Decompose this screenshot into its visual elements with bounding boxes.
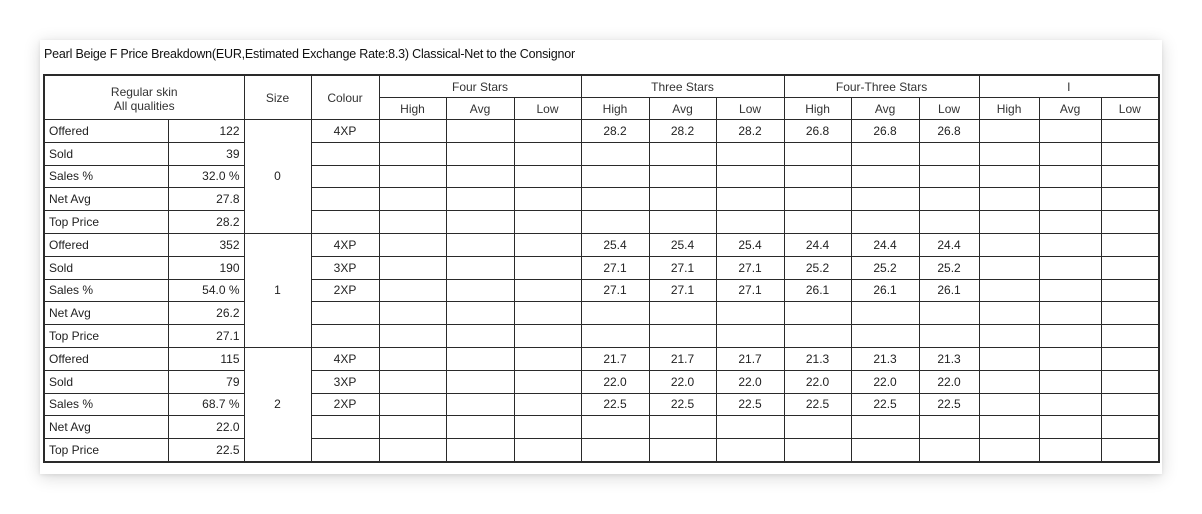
price-cell	[446, 279, 514, 302]
price-cell: 25.4	[581, 233, 649, 256]
price-cell	[919, 165, 979, 188]
price-cell: 27.1	[716, 256, 784, 279]
price-cell	[1039, 302, 1101, 325]
price-cell	[514, 347, 581, 370]
price-cell	[1039, 165, 1101, 188]
sub-header-high: High	[379, 98, 446, 120]
price-cell	[979, 370, 1039, 393]
price-cell	[446, 256, 514, 279]
colour-cell	[311, 165, 379, 188]
price-cell: 22.0	[851, 370, 919, 393]
price-cell: 21.3	[919, 347, 979, 370]
price-cell: 28.2	[716, 120, 784, 143]
table-row	[44, 439, 1159, 462]
table-header	[44, 75, 1159, 120]
metric-label: Sales %	[44, 165, 168, 188]
price-cell	[1101, 233, 1159, 256]
sub-header-low: Low	[919, 98, 979, 120]
table-body	[44, 120, 1159, 462]
table-row	[44, 347, 1159, 370]
price-cell	[379, 370, 446, 393]
table-row	[44, 120, 1159, 143]
colour-cell	[311, 188, 379, 211]
metric-label: Top Price	[44, 211, 168, 234]
price-cell	[919, 211, 979, 234]
price-cell	[649, 325, 716, 348]
metric-value: 115	[168, 347, 244, 370]
table-row	[44, 393, 1159, 416]
price-cell: 24.4	[919, 233, 979, 256]
price-cell	[851, 165, 919, 188]
sub-header-avg: Avg	[1039, 98, 1101, 120]
price-cell	[379, 347, 446, 370]
metric-label: Sales %	[44, 279, 168, 302]
price-cell	[784, 188, 851, 211]
price-cell	[514, 233, 581, 256]
metric-label: Sold	[44, 256, 168, 279]
price-cell	[979, 325, 1039, 348]
table-row	[44, 165, 1159, 188]
price-cell	[581, 165, 649, 188]
price-cell	[514, 416, 581, 439]
price-cell	[446, 120, 514, 143]
price-cell	[919, 142, 979, 165]
price-cell	[1101, 370, 1159, 393]
metric-label: Offered	[44, 347, 168, 370]
sub-header-low: Low	[716, 98, 784, 120]
price-cell	[919, 439, 979, 462]
metric-value: 352	[168, 233, 244, 256]
metric-label: Offered	[44, 233, 168, 256]
colour-cell	[311, 211, 379, 234]
price-cell	[446, 302, 514, 325]
price-cell	[379, 325, 446, 348]
price-cell	[851, 302, 919, 325]
price-cell	[1039, 188, 1101, 211]
price-cell	[784, 416, 851, 439]
table-row	[44, 211, 1159, 234]
metric-label: Net Avg	[44, 302, 168, 325]
table-row	[44, 370, 1159, 393]
price-cell	[514, 279, 581, 302]
colour-cell: 3XP	[311, 370, 379, 393]
metric-value: 39	[168, 142, 244, 165]
price-cell	[1101, 302, 1159, 325]
price-cell	[379, 165, 446, 188]
sub-header-low: Low	[514, 98, 581, 120]
price-cell	[1039, 256, 1101, 279]
price-cell	[1101, 393, 1159, 416]
price-cell	[979, 211, 1039, 234]
price-cell	[1101, 165, 1159, 188]
price-cell	[581, 302, 649, 325]
table-row	[44, 233, 1159, 256]
table-row	[44, 416, 1159, 439]
price-cell: 27.1	[581, 256, 649, 279]
price-cell	[379, 256, 446, 279]
price-cell	[379, 211, 446, 234]
price-cell	[514, 256, 581, 279]
metric-value: 68.7 %	[168, 393, 244, 416]
price-cell	[979, 347, 1039, 370]
price-cell: 21.7	[649, 347, 716, 370]
price-cell	[514, 211, 581, 234]
metric-value: 28.2	[168, 211, 244, 234]
colour-cell: 2XP	[311, 279, 379, 302]
price-cell	[1101, 325, 1159, 348]
sub-header-high: High	[581, 98, 649, 120]
price-cell	[379, 302, 446, 325]
price-cell: 22.0	[581, 370, 649, 393]
all-qualities-label: All qualities	[113, 98, 175, 113]
price-cell: 21.3	[784, 347, 851, 370]
table-title: Pearl Beige F Price Breakdown(EUR,Estimated Exchange Rate:8.3) Classical-Net to the Consignor	[44, 47, 575, 61]
price-cell	[514, 165, 581, 188]
price-breakdown-card	[40, 40, 1162, 474]
metric-label: Sold	[44, 142, 168, 165]
price-cell	[379, 142, 446, 165]
colour-cell: 2XP	[311, 393, 379, 416]
price-cell	[979, 279, 1039, 302]
price-cell	[716, 416, 784, 439]
price-cell: 28.2	[649, 120, 716, 143]
price-cell	[851, 416, 919, 439]
price-cell	[979, 188, 1039, 211]
price-cell	[979, 439, 1039, 462]
price-cell	[784, 302, 851, 325]
colour-cell: 4XP	[311, 120, 379, 143]
table-row	[44, 256, 1159, 279]
price-cell	[379, 120, 446, 143]
price-cell	[514, 302, 581, 325]
price-cell: 21.3	[851, 347, 919, 370]
price-cell	[1039, 370, 1101, 393]
price-cell	[919, 325, 979, 348]
metric-value: 54.0 %	[168, 279, 244, 302]
price-cell	[784, 142, 851, 165]
price-cell	[1039, 279, 1101, 302]
price-cell	[514, 393, 581, 416]
price-cell	[1101, 439, 1159, 462]
colour-cell	[311, 439, 379, 462]
price-cell	[446, 416, 514, 439]
metric-value: 26.2	[168, 302, 244, 325]
price-cell	[1039, 347, 1101, 370]
sub-header-high: High	[784, 98, 851, 120]
price-cell	[649, 439, 716, 462]
price-cell: 26.8	[851, 120, 919, 143]
price-cell: 26.1	[784, 279, 851, 302]
price-cell	[1101, 279, 1159, 302]
price-cell	[581, 325, 649, 348]
price-cell: 26.1	[851, 279, 919, 302]
price-cell	[1039, 142, 1101, 165]
price-cell	[979, 142, 1039, 165]
price-cell: 25.2	[784, 256, 851, 279]
colour-cell	[311, 142, 379, 165]
price-cell	[979, 256, 1039, 279]
metric-label: Net Avg	[44, 188, 168, 211]
price-cell	[379, 393, 446, 416]
price-cell: 26.8	[784, 120, 851, 143]
price-cell	[979, 302, 1039, 325]
price-cell: 27.1	[716, 279, 784, 302]
price-cell	[581, 416, 649, 439]
size-cell: 0	[244, 120, 311, 234]
colour-cell: 4XP	[311, 233, 379, 256]
price-cell	[919, 416, 979, 439]
price-cell: 22.0	[784, 370, 851, 393]
sub-header-high: High	[979, 98, 1039, 120]
price-cell	[1101, 256, 1159, 279]
sub-header-avg: Avg	[851, 98, 919, 120]
colour-cell	[311, 325, 379, 348]
price-cell	[716, 325, 784, 348]
price-cell: 22.5	[919, 393, 979, 416]
price-cell	[446, 142, 514, 165]
price-cell	[979, 233, 1039, 256]
price-cell: 22.0	[919, 370, 979, 393]
price-cell	[446, 188, 514, 211]
price-cell: 26.1	[919, 279, 979, 302]
price-cell: 22.0	[716, 370, 784, 393]
price-cell	[1039, 393, 1101, 416]
price-cell	[514, 325, 581, 348]
price-cell: 21.7	[716, 347, 784, 370]
price-cell	[716, 142, 784, 165]
price-cell	[446, 439, 514, 462]
price-cell	[379, 279, 446, 302]
table-row	[44, 302, 1159, 325]
price-cell	[716, 439, 784, 462]
price-cell: 22.5	[649, 393, 716, 416]
metric-value: 122	[168, 120, 244, 143]
price-cell: 27.1	[581, 279, 649, 302]
colour-cell: 4XP	[311, 347, 379, 370]
price-cell: 25.2	[919, 256, 979, 279]
regular-skin-label: Regular skin	[110, 84, 178, 99]
price-cell	[379, 416, 446, 439]
price-cell: 24.4	[784, 233, 851, 256]
colour-cell	[311, 416, 379, 439]
price-cell	[851, 325, 919, 348]
price-cell: 25.4	[649, 233, 716, 256]
price-cell	[1039, 233, 1101, 256]
size-cell: 2	[244, 347, 311, 461]
header-row-groups	[44, 75, 1159, 98]
price-cell	[581, 439, 649, 462]
price-cell	[919, 188, 979, 211]
price-cell	[1101, 188, 1159, 211]
price-cell: 26.8	[919, 120, 979, 143]
price-cell: 25.4	[716, 233, 784, 256]
metric-label: Top Price	[44, 439, 168, 462]
price-cell: 24.4	[851, 233, 919, 256]
price-cell	[919, 302, 979, 325]
price-cell	[979, 120, 1039, 143]
price-cell	[514, 370, 581, 393]
metric-label: Sold	[44, 370, 168, 393]
price-cell	[649, 211, 716, 234]
price-cell: 22.5	[784, 393, 851, 416]
price-cell	[379, 439, 446, 462]
price-cell	[379, 233, 446, 256]
price-cell: 22.0	[649, 370, 716, 393]
price-cell: 27.1	[649, 279, 716, 302]
price-cell	[446, 370, 514, 393]
group-header-i: I	[979, 75, 1159, 98]
price-cell	[979, 416, 1039, 439]
price-cell: 22.5	[851, 393, 919, 416]
metric-label: Offered	[44, 120, 168, 143]
price-cell	[979, 393, 1039, 416]
price-cell	[716, 165, 784, 188]
price-cell	[1039, 439, 1101, 462]
metric-label: Top Price	[44, 325, 168, 348]
price-cell	[716, 211, 784, 234]
price-breakdown-table	[43, 74, 1160, 463]
price-cell: 25.2	[851, 256, 919, 279]
price-cell	[851, 188, 919, 211]
price-cell	[514, 120, 581, 143]
price-cell	[716, 302, 784, 325]
size-header: Size	[244, 75, 311, 120]
sub-header-low: Low	[1101, 98, 1159, 120]
table-row	[44, 279, 1159, 302]
price-cell	[851, 211, 919, 234]
metric-value: 22.0	[168, 416, 244, 439]
metric-value: 190	[168, 256, 244, 279]
price-cell	[514, 142, 581, 165]
group-header-four-stars: Four Stars	[379, 75, 581, 98]
price-cell	[1101, 347, 1159, 370]
price-cell	[649, 302, 716, 325]
sub-header-avg: Avg	[649, 98, 716, 120]
price-cell	[379, 188, 446, 211]
price-cell	[446, 233, 514, 256]
price-cell	[1039, 325, 1101, 348]
price-cell: 21.7	[581, 347, 649, 370]
price-cell	[446, 347, 514, 370]
size-cell: 1	[244, 233, 311, 347]
price-cell	[649, 142, 716, 165]
price-cell: 22.5	[581, 393, 649, 416]
price-cell	[446, 165, 514, 188]
price-cell	[1039, 120, 1101, 143]
price-cell	[514, 188, 581, 211]
table-row	[44, 325, 1159, 348]
group-header-three-stars: Three Stars	[581, 75, 784, 98]
metric-value: 22.5	[168, 439, 244, 462]
regular-skin-header	[44, 75, 244, 120]
price-cell	[784, 325, 851, 348]
colour-cell	[311, 302, 379, 325]
price-cell	[649, 416, 716, 439]
colour-cell: 3XP	[311, 256, 379, 279]
price-cell	[1039, 211, 1101, 234]
price-cell	[581, 211, 649, 234]
price-cell: 22.5	[716, 393, 784, 416]
price-cell	[581, 142, 649, 165]
price-cell: 27.1	[649, 256, 716, 279]
price-cell	[514, 439, 581, 462]
price-cell	[1039, 416, 1101, 439]
price-cell	[1101, 142, 1159, 165]
group-header-four-three-stars: Four-Three Stars	[784, 75, 979, 98]
metric-value: 79	[168, 370, 244, 393]
price-cell	[581, 188, 649, 211]
price-cell	[784, 165, 851, 188]
metric-value: 27.1	[168, 325, 244, 348]
price-cell	[784, 439, 851, 462]
sub-header-avg: Avg	[446, 98, 514, 120]
price-cell	[649, 188, 716, 211]
price-cell	[1101, 120, 1159, 143]
price-cell	[851, 142, 919, 165]
table-row	[44, 188, 1159, 211]
metric-label: Net Avg	[44, 416, 168, 439]
price-cell	[446, 325, 514, 348]
price-cell	[979, 165, 1039, 188]
price-cell	[446, 211, 514, 234]
metric-value: 32.0 %	[168, 165, 244, 188]
price-cell	[1101, 416, 1159, 439]
price-cell: 28.2	[581, 120, 649, 143]
table-row	[44, 142, 1159, 165]
metric-label: Sales %	[44, 393, 168, 416]
price-cell	[784, 211, 851, 234]
price-cell	[716, 188, 784, 211]
price-cell	[446, 393, 514, 416]
price-cell	[649, 165, 716, 188]
price-cell	[851, 439, 919, 462]
colour-header: Colour	[311, 75, 379, 120]
price-cell	[1101, 211, 1159, 234]
metric-value: 27.8	[168, 188, 244, 211]
